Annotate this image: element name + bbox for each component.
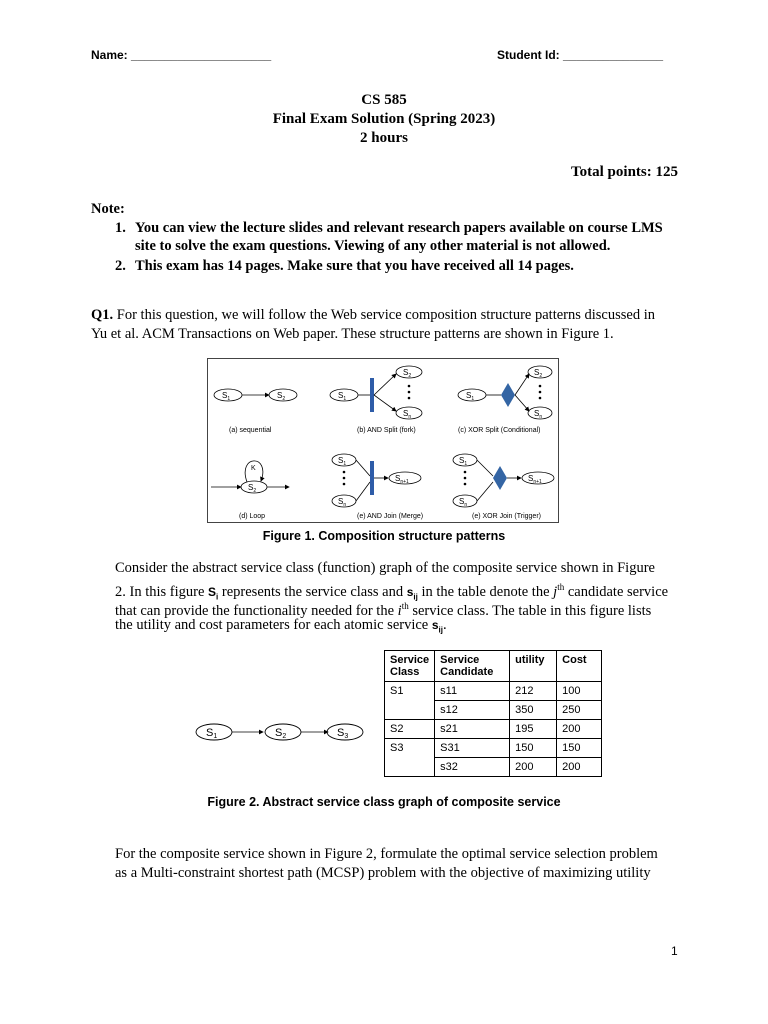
note-label: Note: xyxy=(91,201,125,217)
table-row xyxy=(385,739,602,758)
pattern-and-join xyxy=(332,454,421,508)
cell-class: S1 xyxy=(385,682,435,720)
cell-cost: 250 xyxy=(557,701,602,720)
header-cost: Cost xyxy=(557,651,602,682)
para2-line-4: the utility and cost parameters for each atomic service $s_{ij}$. xyxy=(115,617,447,635)
svg-text:S2: $S_2$ xyxy=(277,391,286,402)
svg-text:S3: S3 xyxy=(337,727,349,740)
svg-text:Sn: $S_n$ xyxy=(338,497,347,508)
svg-text:S1: S1 xyxy=(206,727,218,740)
para3-line-1: For the composite service shown in Figure 2, formulate the optimal service selection problem xyxy=(115,846,658,862)
cell-cost: 150 xyxy=(557,739,602,758)
course-title: CS 585 xyxy=(361,92,407,108)
q1-label: Q1. xyxy=(91,307,114,323)
pattern-and-split xyxy=(330,366,422,420)
figure-2-service-graph xyxy=(190,717,370,747)
cell-utility: 350 xyxy=(510,701,557,720)
cell-cost: 100 xyxy=(557,682,602,701)
note-item-2-number: 2. xyxy=(115,258,126,274)
label-xor-split: (c) XOR Split (Conditional) xyxy=(458,427,541,434)
svg-text:Sn+1: $S_{n+1}$ xyxy=(395,474,409,485)
cell-candidate: s11 xyxy=(435,682,510,701)
cell-utility: 200 xyxy=(510,758,557,777)
cell-class: S2 xyxy=(385,720,435,739)
cell-candidate: s32 xyxy=(435,758,510,777)
figure-1-caption: Figure 1. Composition structure patterns xyxy=(262,529,506,543)
exam-duration: 2 hours xyxy=(360,130,408,146)
label-sequential: (a) sequential xyxy=(229,427,272,434)
cell-cost: 200 xyxy=(557,758,602,777)
para2-line-1: Consider the abstract service class (function) graph of the composite service shown in Figure xyxy=(115,560,655,576)
cell-utility: 150 xyxy=(510,739,557,758)
svg-text:S1: $S_1$ xyxy=(338,456,347,467)
svg-text:Sn+1: $S_{n+1}$ xyxy=(528,474,542,485)
svg-text:S2: $S_2$ xyxy=(248,483,257,494)
note-item-1-number: 1. xyxy=(115,220,126,236)
note-item-1-line2: site to solve the exam questions. Viewing of any other material is not allowed. xyxy=(135,238,611,254)
label-and-split: (b) AND Split (fork) xyxy=(357,427,416,434)
header-service-candidate: Service Candidate xyxy=(435,651,510,682)
page-number: 1 xyxy=(671,944,678,958)
cell-candidate: s12 xyxy=(435,701,510,720)
cell-utility: 212 xyxy=(510,682,557,701)
table-row xyxy=(385,720,602,739)
table-row xyxy=(385,682,602,701)
svg-text:S2: $S_2$ xyxy=(534,368,543,379)
total-points: Total points: 125 xyxy=(571,164,678,180)
pattern-sequential xyxy=(214,389,297,402)
pattern-loop xyxy=(211,461,289,494)
label-loop-k: K xyxy=(251,465,256,472)
name-field-label: Name: _____________________ xyxy=(91,48,272,62)
svg-text:Sn: $S_n$ xyxy=(534,409,543,420)
exam-title: Final Exam Solution (Spring 2023) xyxy=(272,111,496,127)
label-xor-join: (e) XOR Join (Trigger) xyxy=(472,513,541,520)
svg-text:S1: $S_1$ xyxy=(338,391,347,402)
svg-text:Sn: $S_n$ xyxy=(403,409,412,420)
para3-line-2: as a Multi-constraint shortest path (MCSP) problem with the objective of maximizing utility xyxy=(115,865,651,881)
cell-candidate: s21 xyxy=(435,720,510,739)
label-and-join: (e) AND Join (Merge) xyxy=(357,513,424,520)
svg-text:S1: $S_1$ xyxy=(466,391,475,402)
figure-2-caption: Figure 2. Abstract service class graph of composite service xyxy=(207,795,561,809)
note-item-2-line1: This exam has 14 pages. Make sure that you have received all 14 pages. xyxy=(135,258,574,274)
para2-line-3: that can provide the functionality needed for the $i^{th}$ service class. The table in this figure lists xyxy=(115,601,652,619)
cell-utility: 195 xyxy=(510,720,557,739)
figure-1-composition-patterns xyxy=(207,358,559,523)
q1-line-1: Q1. For this question, we will follow the Web service composition structure patterns discussed in xyxy=(91,307,655,323)
header-service-class: Service Class xyxy=(385,651,435,682)
cell-candidate: S31 xyxy=(435,739,510,758)
note-item-1-line1: You can view the lecture slides and relevant research papers available on course LMS xyxy=(135,220,663,236)
svg-text:S1: $S_1$ xyxy=(459,456,468,467)
svg-text:S2: S2 xyxy=(275,727,287,740)
label-loop: (d) Loop xyxy=(239,513,266,520)
para2-line-2: 2. In this figure $S_i$ represents the service class and $s_{ij}$ in the table denote the $j^{th}$ candidate service xyxy=(115,582,669,602)
cell-cost: 200 xyxy=(557,720,602,739)
q1-line-2: Yu et al. ACM Transactions on Web paper. These structure patterns are shown in Figure 1. xyxy=(91,326,614,342)
header-utility: utility xyxy=(510,651,557,682)
pattern-xor-join xyxy=(453,454,554,508)
cell-class: S3 xyxy=(385,739,435,777)
svg-text:S2: $S_2$ xyxy=(403,368,412,379)
student-id-field-label: Student Id: _______________ xyxy=(497,48,664,62)
svg-text:Sn: $S_n$ xyxy=(459,497,468,508)
pattern-xor-split xyxy=(458,366,552,420)
service-table xyxy=(384,650,602,777)
svg-text:S1: $S_1$ xyxy=(222,391,231,402)
